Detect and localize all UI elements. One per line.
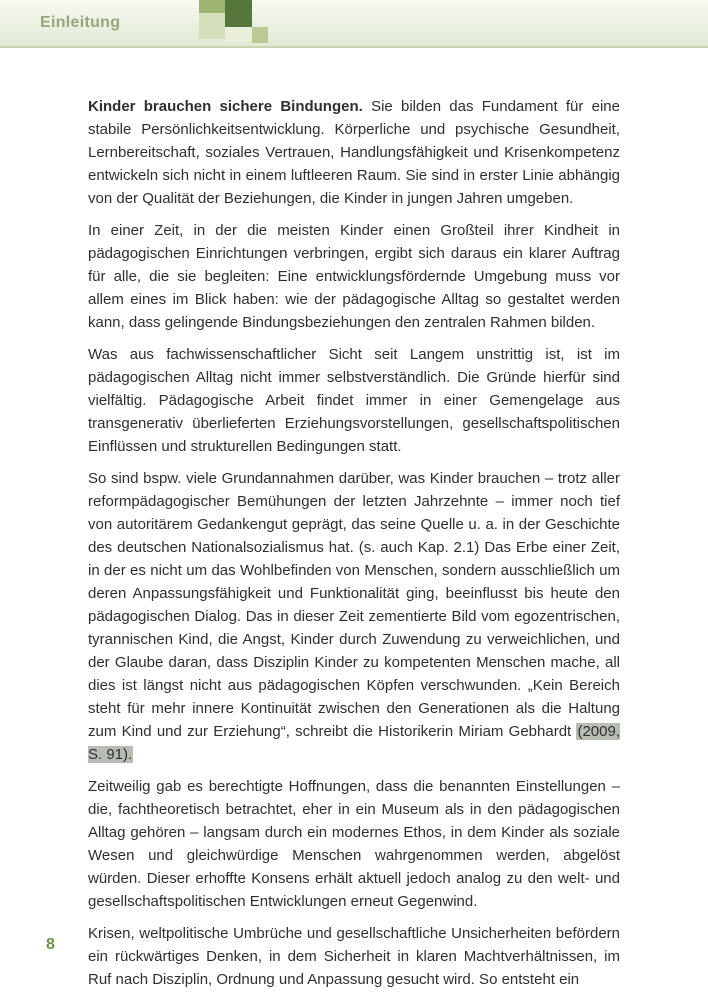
ornament-square: [225, 0, 252, 27]
paragraph-text: Sie bilden das Fundament für eine stabile Persönlichkeitsentwicklung. Körperliche und psychische Gesundheit, Lernbereitschaft, soziales Vertrauen, Handlungsfähigkeit und Krisenkompetenz entwickeln sich nicht in einem luftleeren Raum. Sie sind in erster Linie abhängig von der Qualität der Beziehungen, die Kinder in jungen Jahren umgeben.: [88, 98, 620, 207]
paragraph-text: So sind bspw. viele Grundannahmen darüber, was Kinder brauchen – trotz aller reformpädagogischer Bemühungen der letzten Jahrzehnte – immer noch tief von autoritärem Gedankengut geprägt, das seine Quelle u. a. in der Geschichte des deutschen Nationalsozialismus hat. (s. auch Kap. 2.1) Das Erbe einer Zeit, in der es nicht um das Wohlbefinden von Menschen, sondern ausschließlich um deren Anpassungsfähigkeit und Funktionalität ging, beeinflusst bis heute den pädagogischen Dialog. Das in dieser Zeit zementierte Bild vom egozentrischen, tyrannischen Kind, die Angst, Kinder durch Zuwendung zu verweichlichen, und der Glaube daran, dass Disziplin Kinder zu kompetenten Menschen mache, all dies ist längst nicht aus pädagogischen Köpfen verschwunden. „Kein Bereich steht für mehr innere Kontinuität zwischen den Generationen als die Haltung zum Kind und zur Erziehung“, schreibt die Historikerin Miriam Gebhardt: [88, 470, 620, 740]
ornament-square: [199, 0, 225, 13]
ornament-square: [252, 27, 268, 43]
paragraph: [88, 95, 620, 210]
paragraph-text: In einer Zeit, in der die meisten Kinder einen Großteil ihrer Kindheit in pädagogischen Einrichtungen verbringen, ergibt sich daraus ein klarer Auftrag für alle, die sie begleiten: Eine entwicklungsfördernde Umgebung muss vor allem eines im Blick haben: wie der pädagogische Alltag so gestaltet werden kann, dass gelingende Bindungsbeziehungen den zentralen Rahmen bilden.: [88, 222, 620, 331]
paragraph-text: Zeitweilig gab es berechtigte Hoffnungen, dass die benannten Einstellungen – die, fachtheoretisch betrachtet, eher in ein Museum als in den pädagogischen Alltag gehören – langsam durch ein modernes Ethos, in dem Kinder als soziale Wesen und gleichwürdige Menschen wahrgenommen werden, abgelöst würden. Dieser erhoffte Konsens erhält aktuell jedoch analog zu den welt- und gesellschaftspolitischen Entwicklungen erneut Gegenwind.: [88, 778, 620, 910]
citation-highlight[interactable]: (2009, S. 91).: [88, 723, 620, 763]
header-ornament: [199, 0, 269, 46]
paragraph: [88, 922, 620, 991]
body-text: [88, 95, 620, 1000]
chapter-title: Einleitung: [40, 14, 121, 31]
ornament-square: [199, 13, 225, 39]
paragraph-lead-bold: Kinder brauchen sichere Bindungen.: [88, 98, 363, 115]
paragraph: [88, 467, 620, 766]
paragraph-text: Was aus fachwissenschaftlicher Sicht seit Langem unstrittig ist, ist im pädagogischen Alltag nicht immer selbstverständlich. Die Gründe hierfür sind vielfältig. Pädagogische Arbeit findet immer in einer Gemengelage aus transgenerativ überlieferten Erziehungsvorstellungen, gesellschaftspolitischen Einflüssen und strukturellen Bedingungen statt.: [88, 346, 620, 455]
page-number: 8: [46, 936, 55, 953]
ornament-square: [225, 27, 252, 41]
paragraph: [88, 219, 620, 334]
paragraph: [88, 343, 620, 458]
paragraph-text: Krisen, weltpolitische Umbrüche und gesellschaftliche Unsicherheiten befördern ein rückwärtiges Denken, in dem Sicherheit in klaren Machtverhältnissen, im Ruf nach Disziplin, Ordnung und Anpassung gesucht wird. So entsteht ein: [88, 925, 620, 988]
paragraph: [88, 775, 620, 913]
